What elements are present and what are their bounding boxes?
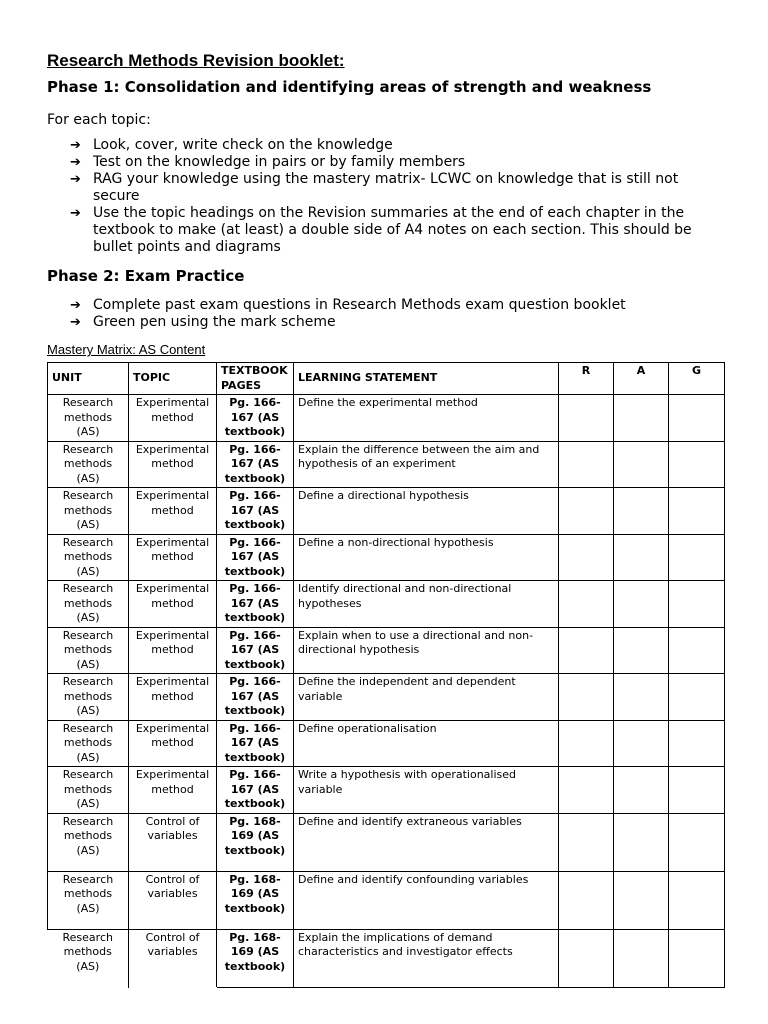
header-green: G — [669, 363, 725, 395]
cell-pages: Pg. 166-167 (AS textbook) — [217, 627, 294, 674]
cell-amber-rating[interactable] — [614, 813, 669, 871]
cell-unit: Research methods (AS) — [48, 767, 129, 814]
header-amber: A — [614, 363, 669, 395]
cell-topic: Control of variables — [129, 871, 217, 929]
header-topic: TOPIC — [129, 363, 217, 395]
phase1-heading: Phase 1: Consolidation and identifying areas of strength and weakness — [47, 78, 652, 96]
table-row — [48, 871, 725, 929]
cell-red-rating[interactable] — [559, 871, 614, 929]
cell-unit: Research methods (AS) — [48, 871, 129, 929]
table-row — [48, 674, 725, 721]
cell-amber-rating[interactable] — [614, 627, 669, 674]
cell-green-rating[interactable] — [669, 674, 725, 721]
cell-green-rating[interactable] — [669, 395, 725, 442]
document-title: Research Methods Revision booklet: — [47, 51, 345, 70]
matrix-caption: Mastery Matrix: AS Content — [47, 342, 206, 357]
cell-topic: Experimental method — [129, 534, 217, 581]
list-item-text: Green pen using the mark scheme — [93, 314, 336, 330]
cell-topic: Experimental method — [129, 395, 217, 442]
cell-topic: Experimental method — [129, 720, 217, 767]
list-item-text: Complete past exam questions in Research Methods exam question booklet — [93, 297, 626, 313]
cell-green-rating[interactable] — [669, 720, 725, 767]
cell-amber-rating[interactable] — [614, 534, 669, 581]
cell-topic: Experimental method — [129, 441, 217, 488]
cell-green-rating[interactable] — [669, 441, 725, 488]
table-row — [48, 929, 725, 987]
cell-pages: Pg. 166-167 (AS textbook) — [217, 674, 294, 721]
cell-topic: Control of variables — [129, 929, 217, 987]
cell-red-rating[interactable] — [559, 534, 614, 581]
list-item — [47, 205, 727, 256]
cell-topic: Experimental method — [129, 581, 217, 628]
arrow-bullet-icon: ➔ — [70, 155, 81, 170]
cell-green-rating[interactable] — [669, 581, 725, 628]
table-row — [48, 441, 725, 488]
cell-unit: Research methods (AS) — [48, 581, 129, 628]
cell-pages: Pg. 168-169 (AS textbook) — [217, 871, 294, 929]
cell-statement: Define a directional hypothesis — [294, 488, 559, 535]
cell-statement: Define the independent and dependent variable — [294, 674, 559, 721]
cell-statement: Define a non-directional hypothesis — [294, 534, 559, 581]
cell-unit: Research methods (AS) — [48, 534, 129, 581]
table-row — [48, 395, 725, 442]
list-item — [47, 154, 727, 171]
cell-green-rating[interactable] — [669, 534, 725, 581]
list-item-text: Use the topic headings on the Revision summaries at the end of each chapter in the textbook to make (at least) a double side of A4 notes on each section. This should be bullet points and diagrams — [93, 205, 692, 255]
cell-red-rating[interactable] — [559, 441, 614, 488]
cell-red-rating[interactable] — [559, 720, 614, 767]
table-row — [48, 581, 725, 628]
cell-amber-rating[interactable] — [614, 929, 669, 987]
cell-unit: Research methods (AS) — [48, 395, 129, 442]
cell-topic: Experimental method — [129, 674, 217, 721]
cell-unit: Research methods (AS) — [48, 488, 129, 535]
list-item-text: Look, cover, write check on the knowledge — [93, 137, 393, 153]
list-item — [47, 314, 727, 331]
list-item-text: Test on the knowledge in pairs or by family members — [93, 154, 466, 170]
document-page — [47, 50, 727, 988]
cell-amber-rating[interactable] — [614, 871, 669, 929]
cell-pages: Pg. 168-169 (AS textbook) — [217, 929, 294, 987]
cell-pages: Pg. 166-167 (AS textbook) — [217, 488, 294, 535]
cell-green-rating[interactable] — [669, 767, 725, 814]
cell-statement: Explain the implications of demand characteristics and investigator effects — [294, 929, 559, 987]
cell-amber-rating[interactable] — [614, 720, 669, 767]
mastery-matrix-table — [47, 362, 725, 988]
cell-pages: Pg. 168-169 (AS textbook) — [217, 813, 294, 871]
cell-amber-rating[interactable] — [614, 488, 669, 535]
header-learning-statement: LEARNING STATEMENT — [294, 363, 559, 395]
phase2-list — [47, 297, 727, 331]
phase1-list — [47, 137, 727, 256]
table-row — [48, 488, 725, 535]
cell-red-rating[interactable] — [559, 488, 614, 535]
arrow-bullet-icon: ➔ — [70, 315, 81, 330]
cell-pages: Pg. 166-167 (AS textbook) — [217, 767, 294, 814]
cell-statement: Define and identify confounding variables — [294, 871, 559, 929]
cell-statement: Explain the difference between the aim and hypothesis of an experiment — [294, 441, 559, 488]
arrow-bullet-icon: ➔ — [70, 138, 81, 153]
cell-statement: Identify directional and non-directional hypotheses — [294, 581, 559, 628]
cell-pages: Pg. 166-167 (AS textbook) — [217, 534, 294, 581]
header-red: R — [559, 363, 614, 395]
arrow-bullet-icon: ➔ — [70, 172, 81, 187]
cell-green-rating[interactable] — [669, 627, 725, 674]
cell-red-rating[interactable] — [559, 627, 614, 674]
cell-red-rating[interactable] — [559, 813, 614, 871]
cell-statement: Write a hypothesis with operationalised variable — [294, 767, 559, 814]
cell-unit: Research methods (AS) — [48, 674, 129, 721]
cell-unit: Research methods (AS) — [48, 813, 129, 871]
list-item — [47, 297, 727, 314]
cell-red-rating[interactable] — [559, 929, 614, 987]
header-unit: UNIT — [48, 363, 129, 395]
table-row — [48, 534, 725, 581]
cell-topic: Experimental method — [129, 488, 217, 535]
cell-red-rating[interactable] — [559, 395, 614, 442]
cell-amber-rating[interactable] — [614, 674, 669, 721]
cell-unit: Research methods (AS) — [48, 929, 129, 987]
arrow-bullet-icon: ➔ — [70, 298, 81, 313]
cell-statement: Explain when to use a directional and non-directional hypothesis — [294, 627, 559, 674]
cell-unit: Research methods (AS) — [48, 441, 129, 488]
cell-green-rating[interactable] — [669, 929, 725, 987]
cell-red-rating[interactable] — [559, 674, 614, 721]
cell-topic: Control of variables — [129, 813, 217, 871]
header-textbook-pages: TEXTBOOK PAGES — [217, 363, 294, 395]
cell-red-rating[interactable] — [559, 767, 614, 814]
cell-topic: Experimental method — [129, 767, 217, 814]
cell-statement: Define operationalisation — [294, 720, 559, 767]
cell-amber-rating[interactable] — [614, 767, 669, 814]
list-item — [47, 137, 727, 154]
cell-topic: Experimental method — [129, 627, 217, 674]
cell-amber-rating[interactable] — [614, 441, 669, 488]
phase2-heading: Phase 2: Exam Practice — [47, 267, 245, 285]
arrow-bullet-icon: ➔ — [70, 206, 81, 221]
table-row — [48, 627, 725, 674]
table-row — [48, 720, 725, 767]
table-row — [48, 813, 725, 871]
cell-red-rating[interactable] — [559, 581, 614, 628]
cell-unit: Research methods (AS) — [48, 720, 129, 767]
cell-amber-rating[interactable] — [614, 581, 669, 628]
cell-pages: Pg. 166-167 (AS textbook) — [217, 720, 294, 767]
cell-pages: Pg. 166-167 (AS textbook) — [217, 441, 294, 488]
cell-amber-rating[interactable] — [614, 395, 669, 442]
cell-statement: Define and identify extraneous variables — [294, 813, 559, 871]
cell-green-rating[interactable] — [669, 871, 725, 929]
cell-green-rating[interactable] — [669, 488, 725, 535]
table-header-row — [48, 363, 725, 395]
list-item — [47, 171, 727, 205]
cell-unit: Research methods (AS) — [48, 627, 129, 674]
table-row — [48, 767, 725, 814]
cell-statement: Define the experimental method — [294, 395, 559, 442]
phase1-intro: For each topic: — [47, 112, 151, 128]
cell-green-rating[interactable] — [669, 813, 725, 871]
cell-pages: Pg. 166-167 (AS textbook) — [217, 395, 294, 442]
cell-pages: Pg. 166-167 (AS textbook) — [217, 581, 294, 628]
list-item-text: RAG your knowledge using the mastery matrix- LCWC on knowledge that is still not secure — [93, 171, 679, 204]
